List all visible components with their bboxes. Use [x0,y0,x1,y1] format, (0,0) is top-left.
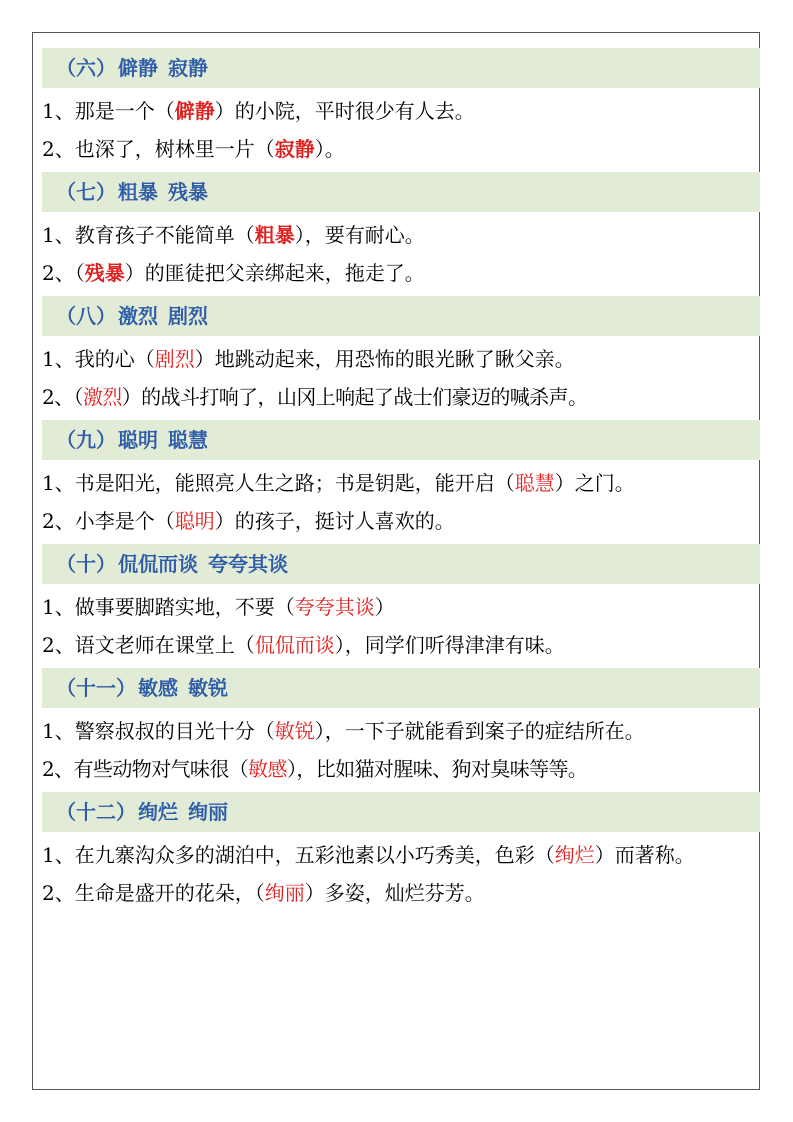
section-heading [42,420,760,460]
sentence-text: ）而著称。 [594,843,695,867]
section-word-1: 侃侃而谈 [118,552,198,576]
sentence-text: 1、警察叔叔的目光十分（ [42,719,275,743]
section-word-2: 绚丽 [188,800,228,824]
section-number: （十二） [56,800,136,824]
section-heading [42,792,760,832]
answer-word: 剧烈 [154,347,195,371]
sentence-text: 1、做事要脚踏实地，不要（ [42,595,295,619]
section-number: （八） [56,304,116,328]
sentence-text: ），一下子就能看到案子的症结所在。 [314,719,645,743]
answer-word: 敏感 [248,757,287,781]
sentence [42,712,758,750]
section-number: （十） [56,552,116,576]
sentence [42,502,760,540]
section-word-2: 残暴 [168,180,208,204]
answer-word: 侃侃而谈 [254,633,335,657]
sentence-text: 2、语文老师在课堂上（ [42,633,255,657]
section-heading [42,668,760,708]
section-word-1: 激烈 [118,304,158,328]
section-word-2: 寂静 [168,56,208,80]
answer-word: 绚丽 [264,881,305,905]
section-word-2: 剧烈 [168,304,208,328]
section-number: （七） [56,180,116,204]
sentence [42,464,758,502]
answer-word: 夸夸其谈 [294,595,375,619]
section-heading [42,48,760,88]
sentence-text: 2、（ [42,385,83,409]
sentence-text: ）的孩子，挺讨人喜欢的。 [214,509,455,533]
section-word-2: 夸夸其谈 [208,552,288,576]
section-word-2: 敏锐 [188,676,228,700]
sentence-text: 2、小李是个（ [42,509,175,533]
sentence [42,340,760,378]
sentence-text: ） [374,595,395,619]
answer-word: 敏锐 [274,719,315,743]
section-word-1: 聪明 [118,428,158,452]
sentence [42,254,760,292]
sentence-text: 1、那是一个（ [42,99,175,123]
sentence [42,216,760,254]
sentence-text: ）多姿，灿烂芬芳。 [304,881,485,905]
sentence-text: 1、我的心（ [42,347,155,371]
answer-word: 绚烂 [554,843,595,867]
sentence [42,750,760,788]
sentence-text: ）的小院，平时很少有人去。 [214,99,475,123]
section-number: （六） [56,56,116,80]
section-number: （九） [56,428,116,452]
sentence-text: ），比如猫对腥味、狗对臭味等等。 [286,757,588,781]
answer-word: 粗暴 [254,223,295,247]
sentence [42,626,760,664]
sentence-text: 1、在九寨沟众多的湖泊中，五彩池素以小巧秀美，色彩（ [42,843,555,867]
exercise-list [42,48,760,912]
section-heading [42,296,760,336]
section-number: （十一） [56,676,136,700]
sentence-text: 2、（ [42,261,85,285]
section-word-1: 敏感 [138,676,178,700]
answer-word: 残暴 [84,261,125,285]
answer-word: 聪慧 [514,471,555,495]
section-heading [42,544,760,584]
sentence [42,92,760,130]
sentence [42,130,760,168]
answer-word: 僻静 [174,99,215,123]
sentence-text: 2、也深了，树林里一片（ [42,137,275,161]
section-word-1: 绚烂 [138,800,178,824]
sentence-text: ）的匪徒把父亲绑起来，拖走了。 [124,261,425,285]
sentence-text: ）的战斗打响了，山冈上响起了战士们豪迈的喊杀声。 [121,385,588,409]
sentence-text: 1、教育孩子不能简单（ [42,223,255,247]
answer-word: 激烈 [82,385,122,409]
answer-word: 寂静 [274,137,315,161]
section-heading [42,172,760,212]
answer-word: 聪明 [174,509,215,533]
sentence [42,874,760,912]
sentence-text: ）地跳动起来，用恐怖的眼光瞅了瞅父亲。 [194,347,575,371]
sentence-text: ），要有耐心。 [294,223,425,247]
sentence-text: ）之门。 [554,471,635,495]
sentence-text: ）。 [314,137,345,161]
section-word-2: 聪慧 [168,428,208,452]
section-word-1: 粗暴 [118,180,158,204]
sentence [42,836,758,874]
sentence [42,378,760,416]
sentence-text: 1、书是阳光，能照亮人生之路；书是钥匙，能开启（ [42,471,515,495]
sentence-text: 2、有些动物对气味很（ [42,757,249,781]
sentence [42,588,760,626]
section-word-1: 僻静 [118,56,158,80]
sentence-text: ），同学们听得津津有味。 [334,633,565,657]
sentence-text: 2、生命是盛开的花朵，（ [42,881,265,905]
